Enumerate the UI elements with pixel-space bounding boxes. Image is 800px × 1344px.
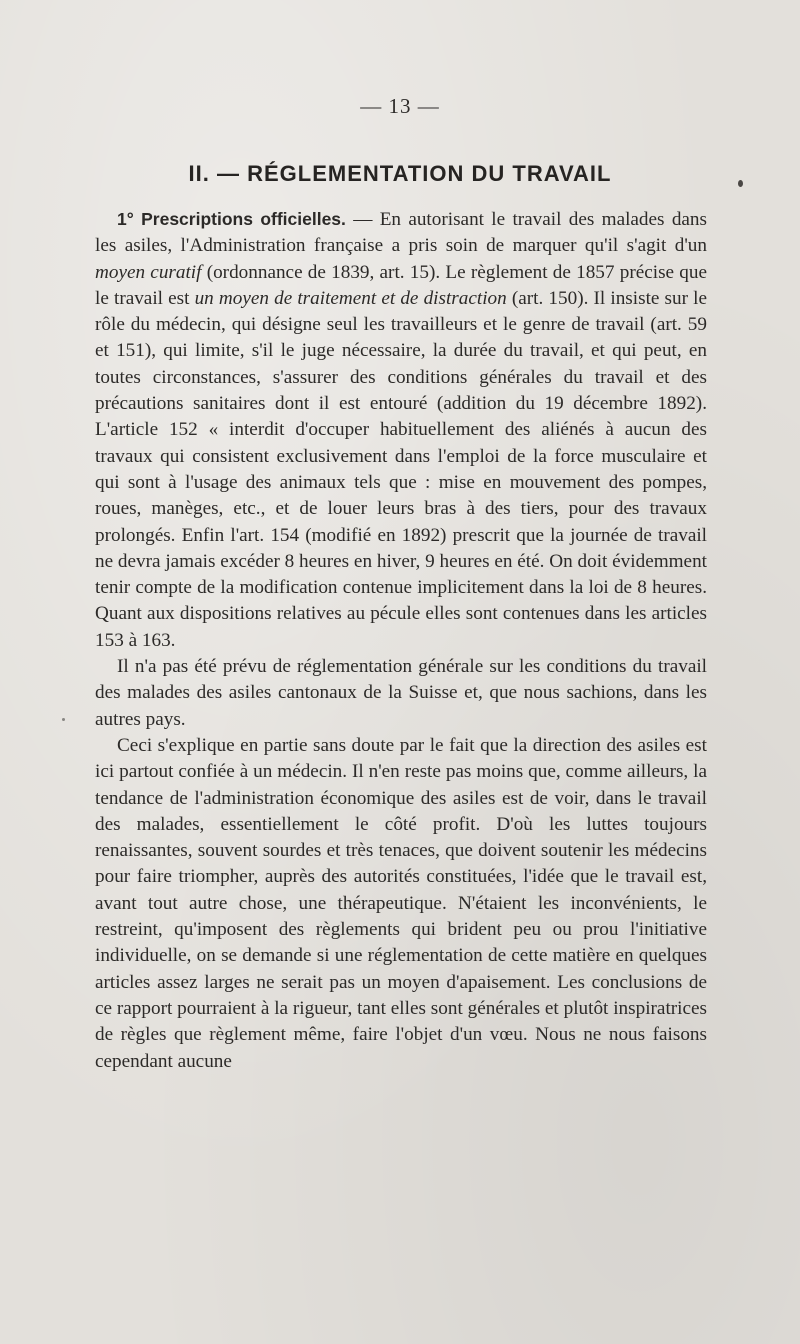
paragraph-2 — [95, 654, 707, 733]
text-segment: Il n'a pas été prévu de réglementation générale sur les conditions du travail des malades des asiles cantonaux de la Suisse et, que nous sachions, dans les autres pays. — [95, 656, 707, 730]
text-segment: (ordonnance de 1839, art. 15). Le règlement de 1857 précise que le travail est — [95, 261, 707, 309]
italic-segment: un moyen de traitement et de distraction — [194, 287, 507, 309]
text-segment: Ceci s'explique en partie sans doute par le fait que la direction des asiles est ici partout confiée à un médecin. Il n'en reste pas moins que, comme ailleurs, la tendance de l'administration économique des asiles est de voir, dans le travail des malades, essentiellement le côté profit. D'où les luttes toujours renaissantes, souvent sourdes et très tenaces, que doivent soutenir les médecins pour faire triompher, auprès des autorités constituées, l'idée que le travail est, avant tout autre chose, une thérapeutique. N'étaient les inconvénients, le restreint, qu'imposent des règlements qui brident peu ou prou l'initiative individuelle, on se demande si une réglementation de cette matière en quelques articles assez larges ne serait pas un moyen d'apaisement. Les conclusions de ce rapport pourraient à la rigueur, tant elles sont générales et plutôt inspiratrices de règles que règlement même, faire l'objet d'un vœu. Nous ne nous faisons cependant aucune — [95, 734, 707, 1072]
runin-heading: 1° Prescriptions officielles. — [117, 209, 346, 229]
paragraph-3 — [95, 733, 707, 1075]
paragraph-1 — [95, 206, 707, 654]
page-number: — 13 — — [360, 94, 440, 118]
section-title: II. — RÉGLEMENTATION DU TRAVAIL — [188, 161, 612, 186]
italic-segment: moyen curatif — [95, 261, 202, 283]
body-text — [95, 206, 707, 1075]
text-segment: — En autorisant le travail des malades dans les asiles, l'Administration française a pris soin de marquer qu'il s'agit d'un — [95, 209, 707, 257]
paper-speck — [738, 180, 743, 187]
paper-speck — [62, 718, 65, 721]
text-segment: (art. 150). Il insiste sur le rôle du médecin, qui désigne seul les travailleurs et le genre de travail (art. 59 et 151), qui limite, s'il le juge nécessaire, la durée du travail, et qui peut, en toutes circonstances, s'assurer des conditions générales du travail et des précautions sanitaires dont il est entouré (addition du 19 décembre 1892). L'article 152 « interdit d'occuper habituellement des aliénés à aucun des travaux qui consistent exclusivement dans l'emploi de la force musculaire et qui sont à l'usage des animaux tels que : mise en mouvement des pompes, roues, manèges, etc., et de louer leurs bras à des tiers, pour des travaux prolongés. Enfin l'art. 154 (modifié en 1892) prescrit que la journée de travail ne devra jamais excéder 8 heures en hiver, 9 heures en été. On doit évidemment tenir compte de la modification contenue implicitement dans la loi de 8 heures. Quant aux dispositions relatives au pécule elles sont contenues dans les articles 153 à 163. — [95, 287, 707, 651]
